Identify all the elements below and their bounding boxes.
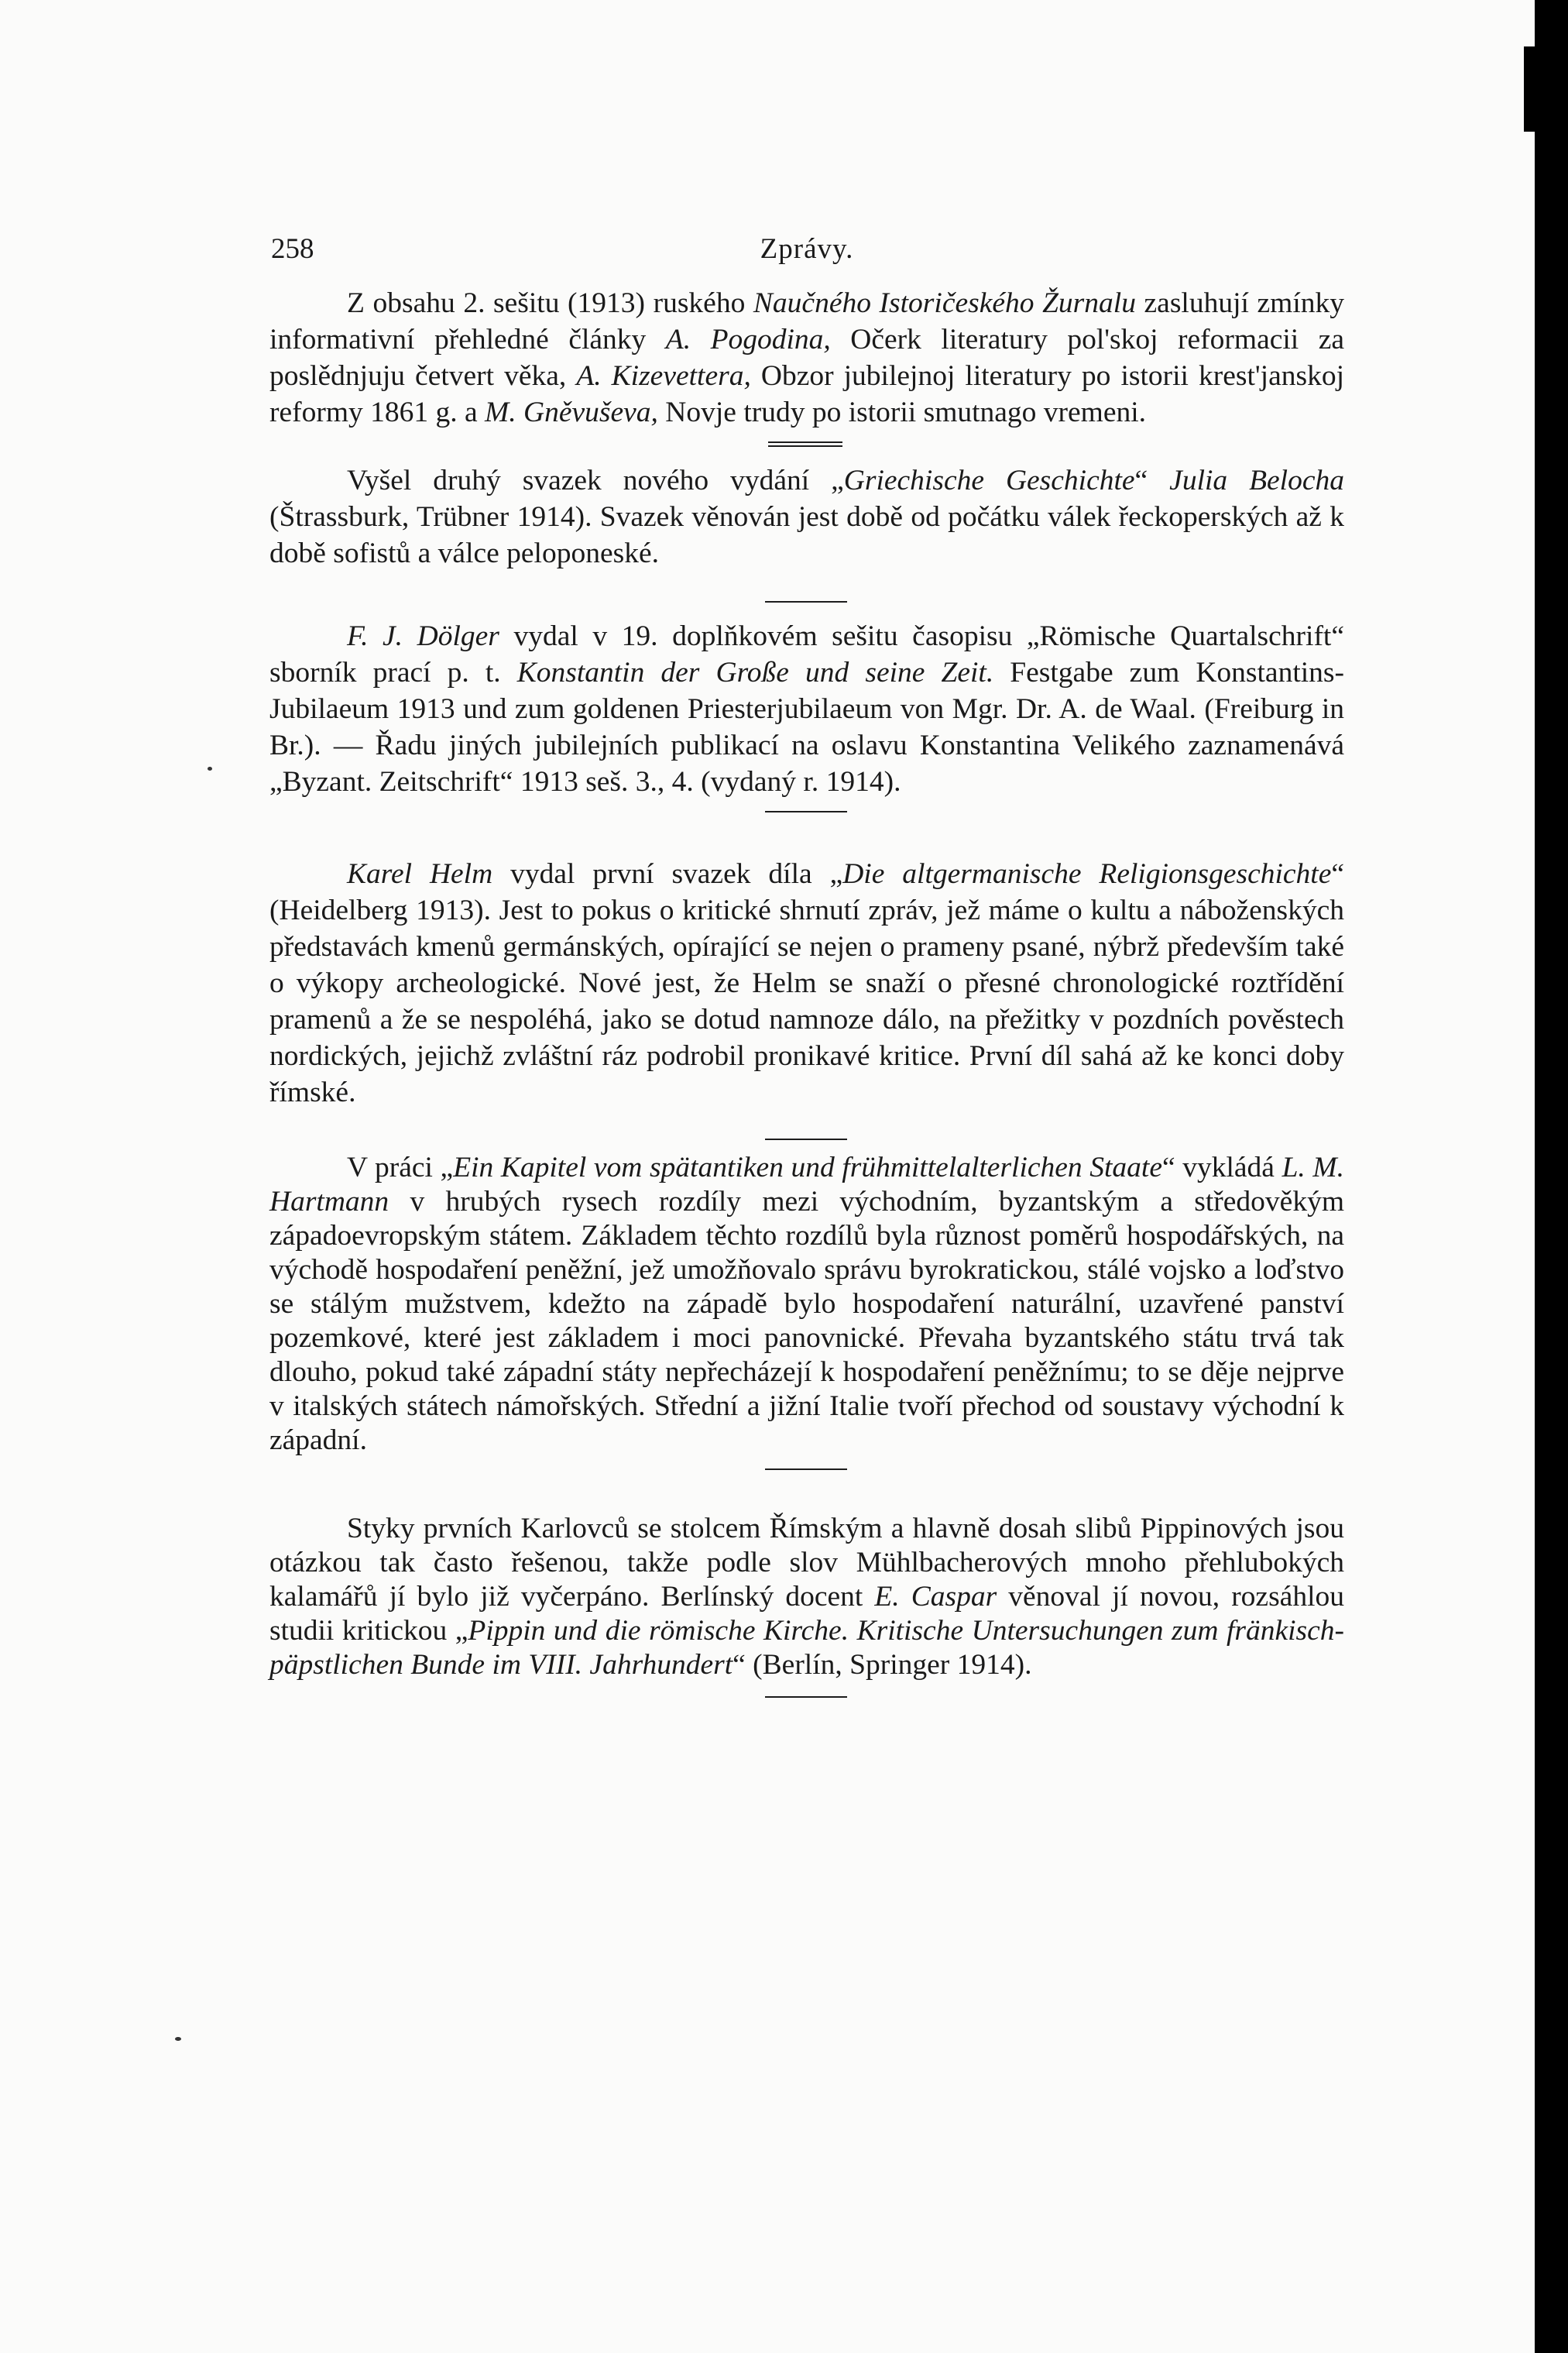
body-text: Obzor jubilejnoj literatury po istorii krest'janskoj reformy 1861 g. a [269, 360, 1345, 428]
news-item [269, 618, 1344, 800]
body-text: V práci „ [347, 1152, 454, 1183]
body-text: “ (Berlín, Springer 1914). [733, 1649, 1032, 1681]
body-text: vydal první svazek díla „ [492, 858, 843, 890]
double-rule-divider [768, 441, 842, 447]
italic-text: L. M. Hartmann [269, 1152, 1345, 1218]
print-speck [208, 767, 212, 771]
news-item [269, 1151, 1344, 1458]
italic-text: Julia Belocha [1169, 465, 1344, 496]
page-header [271, 232, 1343, 271]
italic-text: Ein Kapitel vom spätantiken und frühmittelalterlichen Staate [453, 1152, 1162, 1183]
body-text: (Štrassburk, Trübner 1914). Svazek věnován jest době od počátku válek řeckoperských až k době sofistů a válce peloponeské. [269, 501, 1344, 569]
body-text: Vyšel druhý svazek nového vydání „ [347, 465, 844, 496]
news-item [269, 1512, 1344, 1682]
body-text: “ (Heidelberg 1913). Jest to pokus o kritické shrnutí zpráv, jež máme o kultu a náboženských představách kmenů germánských, opírající se nejen o prameny psané, nýbrž především také o výkopy archeologické. Nové jest, že Helm se snaží o přesné chronologické roztřídění pramenů a že se nespoléhá, jako se dotud namnoze dálo, na přežitky v pozdních pověstech nordických, jejichž zvláštní ráz podrobil pronikavé kritice. První díl sahá až ke konci doby římské. [269, 858, 1344, 1108]
rule-divider [765, 1696, 847, 1698]
body-text: zasluhují zmínky informativní přehledné články [269, 287, 1344, 356]
news-item [269, 856, 1344, 1111]
italic-text: Karel Helm [347, 858, 493, 890]
body-text: v hrubých rysech rozdíly mezi východním, byzantským a středověkým západoevropským státem. Základem těchto rozdílů byla různost poměrů hospodářských, na východě hospodaření peněžní, jež umožňovalo správu byrokratickou, stálé vojsko a loďstvo se stálým mužstvem, kdežto na západě bylo hospodaření naturální, uzavřené panství pozemkové, které jest základem i moci panovnické. Převaha byzantského státu trvá tak dlouho, pokud také západní státy nepřecházejí k hospodaření peněžnímu; to se děje nejprve v italských státech námořských. Střední a jižní Italie tvoří přechod od soustavy východní k západní. [269, 1186, 1344, 1456]
news-item [269, 285, 1344, 431]
italic-text: Griechische Geschichte [843, 465, 1135, 496]
italic-text: M. Gněvuševa, [485, 397, 658, 428]
body-text: vydal v 19. doplňkovém sešitu časopisu „Römische Quartalschrift“ sborník prací p. t. [269, 620, 1344, 689]
italic-text: Pippin und die römische Kirche. Kritische Untersuchungen zum fränkisch-päpstlichen Bunde im VIII. Jahrhundert [269, 1615, 1344, 1681]
page-number: 258 [271, 233, 314, 265]
italic-text: A. Pogodina, [665, 324, 831, 356]
italic-text: Die altgermanische Religionsgeschichte [842, 858, 1332, 890]
body-text: Novje trudy po istorii smutnago vremeni. [657, 397, 1147, 428]
text-column [269, 285, 1344, 1698]
print-speck [175, 2037, 181, 2041]
italic-text: Konstantin der Große und seine Zeit. [516, 657, 994, 689]
italic-text: Naučného Istoričeského Žurnalu [753, 287, 1136, 319]
italic-text: E. Caspar [874, 1581, 997, 1613]
body-text: Festgabe zum Konstantins-Jubilaeum 1913 und zum goldenen Priesterjubilaeum von Mgr. Dr. A. de Waal. (Freiburg in Br.). — Řadu jiných jubilejních publikací na oslavu Konstantina Velikého zaznamenává „Byzant. Zeitschrift“ 1913 seš. 3., 4. (vydaný r. 1914). [269, 657, 1344, 798]
body-text: Styky prvních Karlovců se stolcem Římským a hlavně dosah slibů Pippinových jsou otázkou tak často řešenou, takže podle slov Mühlbacherových mnoho přehlubokých kalamářů jí bylo již vyčerpáno. Berlínský docent [269, 1513, 1344, 1613]
page-edge-notch [1524, 46, 1535, 132]
body-text: “ vykládá [1162, 1152, 1282, 1183]
news-item [269, 462, 1344, 572]
scan-border [1535, 0, 1568, 2353]
body-text: Z obsahu 2. sešitu (1913) ruského [347, 287, 753, 319]
italic-text: F. J. Dölger [347, 620, 499, 652]
body-text: Očerk literatury pol'skoj reformacii za poslědnjuju četvert věka, [269, 324, 1344, 392]
italic-text: A. Kizevettera, [576, 360, 751, 392]
body-text: věnoval jí novou, rozsáhlou studii kritickou „ [269, 1581, 1344, 1647]
running-title: Zprávy. [760, 233, 854, 265]
body-text: “ [1134, 465, 1170, 496]
